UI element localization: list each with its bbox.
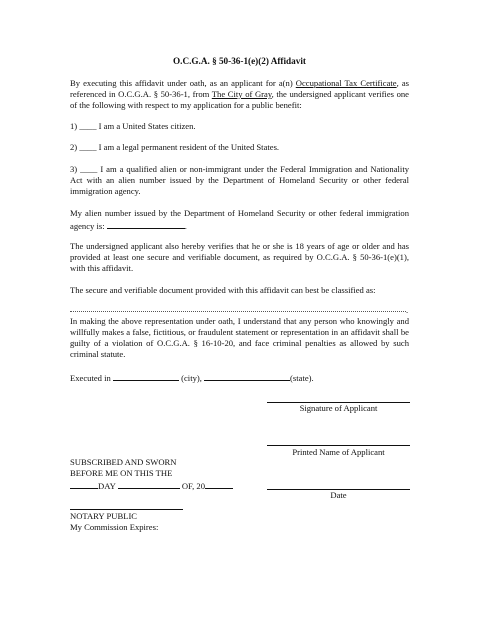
option-2 (70, 142, 409, 153)
option-1 (70, 121, 409, 132)
document-class-field[interactable] (70, 303, 406, 312)
document-class-paragraph: The secure and verifiable document provided with this affidavit can best be classified as: (70, 285, 376, 295)
alien-number-paragraph (70, 208, 409, 232)
commission-expires-label: My Commission Expires: (70, 522, 159, 532)
option-3 (70, 164, 409, 197)
notary-day-field[interactable] (70, 479, 98, 489)
notary-line-1: SUBSCRIBED AND SWORN (70, 457, 177, 467)
notary-public-label: NOTARY PUBLIC (70, 511, 138, 521)
option-1-text: I am a United States citizen. (98, 121, 196, 131)
printed-name-label: Printed Name of Applicant (292, 447, 385, 457)
printed-name-line[interactable] (267, 445, 410, 446)
intro-text-2: , as referenced in O.C.G.A. § 50-36-1, from (70, 78, 409, 99)
intro-text-3: , the undersigned applicant verifies one of the following with respect to my application for a public benefit: (70, 89, 409, 110)
notary-of-label: OF, 20 (181, 481, 206, 491)
executed-state-label: (state). (290, 373, 314, 383)
notary-year-field[interactable] (205, 479, 233, 489)
notary-day-label: DAY (98, 481, 116, 491)
signature-label: Signature of Applicant (299, 403, 378, 413)
representation-paragraph: In making the above representation under oath, I understand that any person who knowingly and willfully makes a false, fictitious, or fraudulent statement or representation in an affidavit shall be guilty of a violation of O.C.G.A. § 16-10-20, and face criminal penalties as allowed by such criminal statute. (70, 316, 409, 359)
option-1-number: 1) (70, 121, 78, 131)
city-name: The City of Gray (211, 89, 272, 99)
option-3-text: I am a qualified alien or non-immigrant under the Federal Immigration and Nationality Act with an alien number issued by the Department of Homeland Security or other federal immigration agency. (70, 164, 410, 196)
date-label: Date (330, 490, 347, 500)
notary-date-line (70, 479, 409, 492)
page-title: O.C.G.A. § 50-36-1(e)(2) Affidavit (173, 56, 306, 66)
notary-line-2: BEFORE ME ON THIS THE (70, 468, 173, 478)
option-1-checkbox[interactable]: ____ (79, 121, 97, 131)
option-3-number: 3) (70, 164, 78, 174)
option-2-checkbox[interactable]: ____ (79, 142, 97, 152)
executed-prefix: Executed in (70, 373, 111, 383)
intro-text-1: By executing this affidavit under oath, as an applicant for a(n) (70, 78, 293, 88)
alien-number-field[interactable] (107, 219, 185, 229)
executed-city-label: (city), (181, 373, 202, 383)
alien-number-end: . (184, 221, 187, 231)
notary-month-field[interactable] (118, 479, 180, 489)
executed-state-field[interactable] (204, 371, 290, 381)
option-2-text: I am a legal permanent resident of the United States. (98, 142, 280, 152)
notary-signature-line[interactable] (70, 509, 183, 510)
benefit-name: Occupational Tax Certificate (295, 78, 397, 88)
alien-number-text: My alien number issued by the Department of Homeland Security or other federal immigration agency is: (70, 208, 409, 231)
option-3-checkbox[interactable]: ____ (80, 164, 98, 174)
executed-city-field[interactable] (113, 371, 179, 381)
verification-paragraph: The undersigned applicant also hereby verifies that he or she is 18 years of age or older and has provided at least one secure and verifiable document, as required by O.C.G.A. § 50-36-1(e)(1), with this affidavit. (70, 241, 409, 273)
intro-paragraph (70, 78, 409, 111)
option-2-number: 2) (70, 142, 78, 152)
document-class-end: . (406, 305, 409, 315)
executed-line (70, 371, 409, 384)
